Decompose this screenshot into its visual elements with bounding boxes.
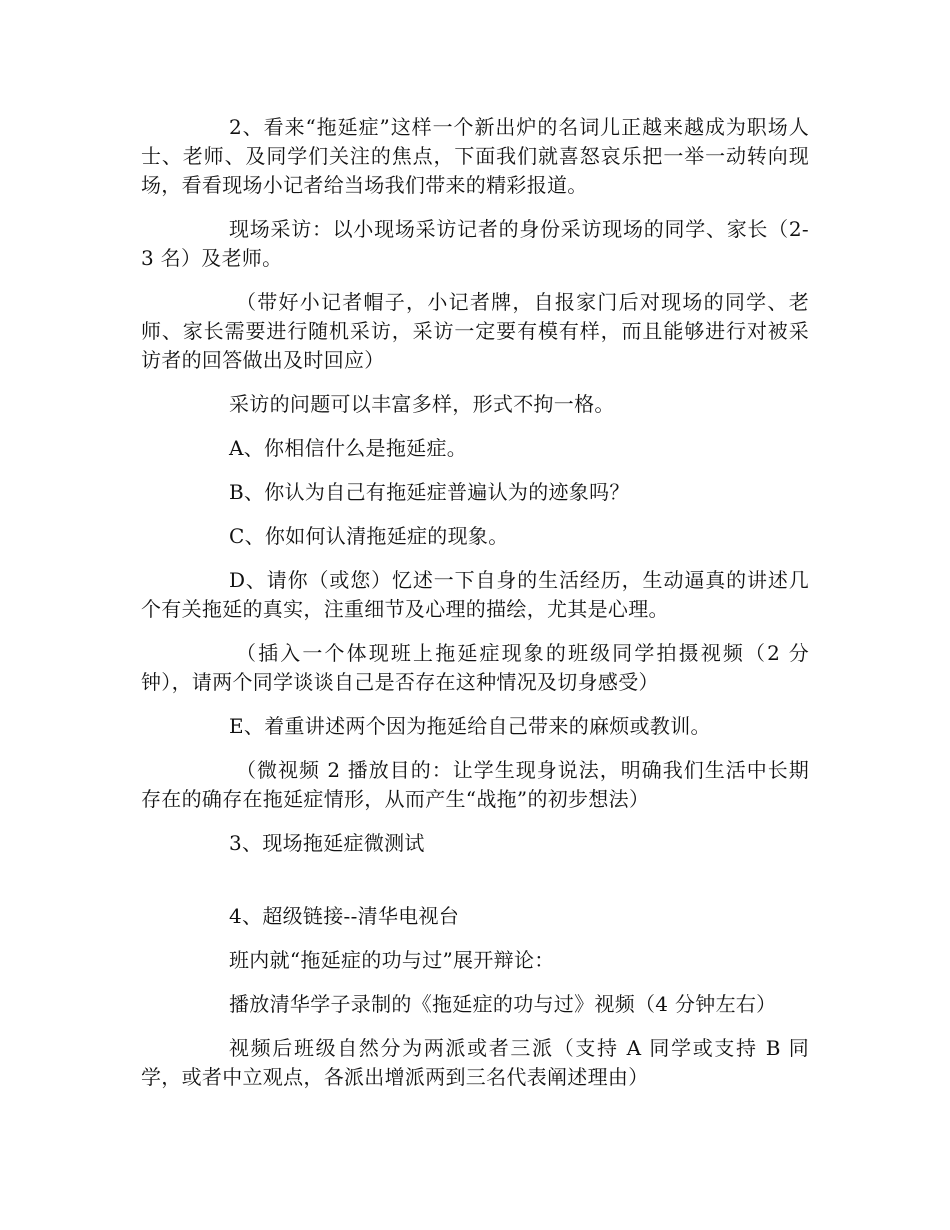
paragraph-interview-note: （带好小记者帽子，小记者牌，自报家门后对现场的同学、老师、家长需要进行随机采访，采访一定要有模有样，而且能够进行对被采访者的回答做出及时回应） [141, 290, 809, 372]
question-b: B、你认为自己有拖延症普遍认为的迹象吗？ [229, 480, 630, 504]
question-d: D、请你（或您）忆述一下自身的生活经历，生动逼真的讲述几个有关拖延的真实，注重细节及心理的描绘，尤其是心理。 [141, 568, 809, 621]
section-heading-test: 3、现场拖延症微测试 [229, 831, 425, 855]
question-a: A、你相信什么是拖延症。 [229, 436, 468, 460]
paragraph-play-video: 播放清华学子录制的《拖延症的功与过》视频（4 分钟左右） [229, 992, 777, 1016]
paragraph-debate: 班内就“拖延症的功与过”展开辩论： [229, 948, 555, 972]
paragraph-video-purpose: （微视频 2 播放目的：让学生现身说法，明确我们生活中长期存在的确存在拖延症情形，从而产生“战拖”的初步想法） [141, 758, 809, 811]
question-e: E、着重讲述两个因为拖延给自己带来的麻烦或教训。 [229, 714, 711, 738]
paragraph-groups: 视频后班级自然分为两派或者三派（支持 A 同学或支持 B 同学，或者中立观点，各派出增派两到三名代表阐述理由） [141, 1036, 809, 1089]
paragraph-interview: 现场采访：以小现场采访记者的身份采访现场的同学、家长（2-3 名）及老师。 [141, 217, 809, 270]
document-body [141, 113, 809, 1107]
question-c: C、你如何认清拖延症的现象。 [229, 524, 509, 548]
section-heading-link: 4、超级链接--清华电视台 [229, 904, 460, 928]
paragraph-intro: 2、看来“拖延症”这样一个新出炉的名词儿正越来越成为职场人士、老师、及同学们关注的焦点，下面我们就喜怒哀乐把一举一动转向现场，看看现场小记者给当场我们带来的精彩报道。 [141, 115, 809, 197]
paragraph-questions-intro: 采访的问题可以丰富多样，形式不拘一格。 [229, 392, 615, 416]
paragraph-video-note: （插入一个体现班上拖延症现象的班级同学拍摄视频（2 分钟），请两个同学谈谈自己是否存在这种情况及切身感受） [141, 641, 809, 694]
